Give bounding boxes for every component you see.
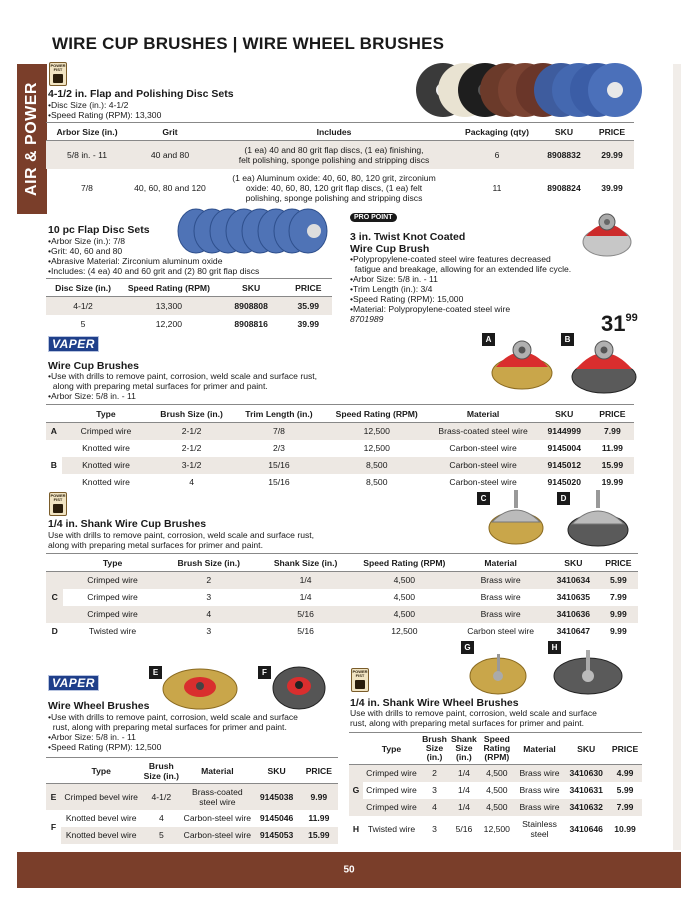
badge-a: A [482, 333, 495, 346]
shank-cup-table: Type Brush Size (in.) Shank Size (in.) Speed Rating (RPM) Material SKU PRICE C Crimped wire 2 1/4 4,500 Brass wire 3410634 5.99 Crimped wire 3 1/4 4,500 Brass wire 3410635 7.99 Crimped wire 4 5/16 4,500 Brass wire 3410636 9.99 D Twisted wire 3 5/16 12,500 Carbon steel wire 3410647 9.99 [46, 553, 638, 640]
table-row: B Knotted wire 2-1/2 2/3 12,500 Carbon-steel wire 9145004 11.99 [46, 440, 634, 457]
table-row: 7/8 40, 60, 80 and 120 (1 ea) Aluminum oxide: 40, 60, 80, 120 grit, zirconium oxide: 40, 60, 80, 120 grit flap discs, (1 ea) felt polishing, sponge polishing and stripping discs 11 8908824 39.99 [81, 172, 623, 203]
power-fist-logo: POWER FIST [49, 492, 67, 516]
table-row: Crimped wire 4 1/4 4,500 Brass wire 3410632 7.99 [349, 799, 642, 816]
flap10-table: Disc Size (in.) Speed Rating (RPM) SKU PRICE 4-1/2 13,300 8908808 35.99 5 12,200 8908816 39.99 [46, 278, 332, 333]
wire-cup-title: Wire Cup Brushes [48, 360, 139, 372]
badge-g: G [461, 641, 474, 654]
table-row: Crimped wire 3 1/4 4,500 Brass wire 3410631 5.99 [366, 785, 634, 795]
shank-cup-brush-d-image [566, 490, 630, 550]
shank-cup-title: 1/4 in. Shank Wire Cup Brushes [48, 518, 207, 530]
table-row: H Twisted wire 3 5/16 12,500 Stainless steel 3410646 10.99 [349, 816, 642, 842]
badge-f: F [258, 666, 271, 679]
side-tab [17, 64, 47, 214]
pro-point-logo: PRO POINT [350, 213, 397, 222]
twist-knot-brush-image [580, 206, 635, 260]
twist-title: 3 in. Twist Knot Coated Wire Cup Brush [350, 231, 466, 255]
power-fist-logo: POWER FIST [49, 62, 67, 86]
vaper-logo: VAPER [48, 336, 99, 352]
wheel-table: Type Brush Size (in.) Material SKU PRICE E Crimped bevel wire 4-1/2 Brass-coated steel wire 9145038 9.99 F Knotted bevel wire 4 Carbon-steel wire 9145046 11.99 Knotted bevel wire 5 Carbon-steel wire 9145053 15.99 [46, 757, 338, 844]
page-number: 50 [343, 864, 355, 876]
twist-price: $31^{99}$ [601, 311, 638, 336]
wire-cup-brush-b-image [570, 333, 638, 395]
wire-cup-bullets: •Use with drills to remove paint, corrosion, weld scale and surface rust, along with preparing metal surfaces for primer and paint. •Arbor Size: 5/8 in. - 11 [48, 371, 318, 401]
shank-wheel-table: Type Brush Size (in.) Shank Size (in.) Speed Rating (RPM) Material SKU PRICE G Crimped wire 2 1/4 4,500 Brass wire 3410630 4.99 Crimped wire 3 1/4 4,500 Brass wire 3410631 5.99 Crimped wire 4 1/4 4,500 Brass wire 3410632 7.99 H Twisted wire 3 5/16 12,500 Stainless steel 3410646 10.99 [349, 732, 642, 842]
table-row: D Twisted wire 3 5/16 12,500 Carbon steel wire 3410647 9.99 [46, 623, 638, 640]
side-tab-label: AIR & POWER [23, 82, 40, 196]
table-row: Knotted wire 4 15/16 8,500 Carbon-steel wire 9145020 19.99 [82, 477, 624, 487]
badge-c: C [477, 492, 490, 505]
page-footer [17, 852, 681, 888]
power-fist-logo: POWER FIST [351, 668, 369, 692]
flap-disc-set-image [415, 62, 630, 118]
table-row: Crimped wire 3 1/4 4,500 Brass wire 3410635 7.99 [87, 592, 627, 602]
wire-wheel-brush-f-image [272, 666, 326, 710]
flap-polish-table: Arbor Size (in.) Grit Includes Packaging (qty) SKU PRICE 5/8 in. - 11 40 and 80 (1 ea) 40 and 80 grit flap discs, (1 ea) finishing, felt polishing, sponge polishing and stripping discs 6 8908832 29.99 7/8 40, 60, 80 and 120 (1 ea) Aluminum oxide: 40, 60, 80, 120 grit, zirconium oxide: 40, 60, 80, 120 grit flap discs, (1 ea) felt polishing, sponge polishing and stripping discs 11 8908824 39.99 [46, 122, 634, 207]
table-row: 5/8 in. - 11 40 and 80 (1 ea) 40 and 80 grit flap discs, (1 ea) finishing, felt polishing, sponge polishing and stripping discs 6 8908832 29.99 [46, 141, 634, 169]
flap-polish-bullets: •Disc Size (in.): 4-1/2 •Speed Rating (RPM): 13,300 [48, 100, 162, 120]
table-row: C Crimped wire 2 1/4 4,500 Brass wire 3410634 5.99 [46, 572, 638, 589]
wheel-title: Wire Wheel Brushes [48, 700, 150, 712]
table-row: F Knotted bevel wire 4 Carbon-steel wire 9145046 11.99 [46, 810, 338, 827]
table-row: 5 12,200 8908816 39.99 [80, 318, 320, 329]
table-row: Crimped wire 4 5/16 4,500 Brass wire 3410636 9.99 [46, 606, 638, 623]
wire-wheel-brush-e-image [162, 668, 238, 710]
vaper-logo: VAPER [48, 675, 99, 691]
shank-cup-brush-c-image [486, 490, 546, 548]
table-row: 4-1/2 13,300 8908808 35.99 [46, 297, 332, 315]
flap10-title: 10 pc Flap Disc Sets [48, 224, 150, 236]
badge-b: B [561, 333, 574, 346]
shank-wheel-title: 1/4 in. Shank Wire Wheel Brushes [350, 697, 519, 709]
shank-cup-desc: Use with drills to remove paint, corrosion, weld scale and surface rust, along with preparing metal surfaces for primer and paint. [48, 530, 315, 550]
table-row: Knotted bevel wire 5 Carbon-steel wire 9145053 15.99 [46, 827, 338, 844]
table-row: E Crimped bevel wire 4-1/2 Brass-coated steel wire 9145038 9.99 [46, 784, 338, 810]
shank-wheel-brush-g-image [468, 650, 528, 696]
shank-wheel-desc: Use with drills to remove paint, corrosion, weld scale and surface rust, along with preparing metal surfaces for primer and paint. [350, 708, 597, 728]
wire-cup-brush-a-image [490, 333, 554, 391]
table-row: Knotted wire 3-1/2 15/16 8,500 Carbon-steel wire 9145012 15.99 [46, 457, 634, 474]
wire-cup-table: Type Brush Size (in.) Trim Length (in.) Speed Rating (RPM) Material SKU PRICE A Crimped wire 2-1/2 7/8 12,500 Brass-coated steel wire 9144999 7.99 B Knotted wire 2-1/2 2/3 12,500 Carbon-steel wire 9145004 11.99 Knotted wire 3-1/2 15/16 8,500 Carbon-steel wire 9145012 15.99 Knotted wire 4 15/16 8,500 Carbon-steel wire 9145020 19.99 [46, 404, 634, 491]
badge-e: E [149, 666, 162, 679]
flap-polish-title: 4-1/2 in. Flap and Polishing Disc Sets [48, 88, 234, 100]
table-row: A Crimped wire 2-1/2 7/8 12,500 Brass-coated steel wire 9144999 7.99 [46, 423, 634, 440]
badge-d: D [557, 492, 570, 505]
shank-wheel-brush-h-image [548, 650, 624, 696]
table-row: G Crimped wire 2 1/4 4,500 Brass wire 3410630 4.99 [349, 765, 642, 782]
badge-h: H [548, 641, 561, 654]
page-title: WIRE CUP BRUSHES | WIRE WHEEL BRUSHES [52, 34, 445, 53]
twist-bullets: •Polypropylene-coated steel wire features decreased fatigue and breakage, allowing for an extended life cycle. •Arbor Size: 5/8 in. - 11 •Trim Length (in.): 3/4 •Speed Rating (RPM): 15,000 •Material: Polypropylene-coated steel wire 8701989 [350, 254, 572, 324]
flap10-bullets: •Arbor Size (in.): 7/8 •Grit: 40, 60 and 80 •Abrasive Material: Zirconium aluminum oxide •Includes: (4 ea) 40 and 60 grit and (2) 80 grit flap discs [48, 236, 260, 276]
right-margin-band [673, 64, 681, 850]
wheel-bullets: •Use with drills to remove paint, corrosion, weld scale and surface rust, along with preparing metal surfaces for primer and paint. •Arbor Size: 5/8 in. - 11 •Speed Rating (RPM): 12,500 [48, 712, 298, 752]
